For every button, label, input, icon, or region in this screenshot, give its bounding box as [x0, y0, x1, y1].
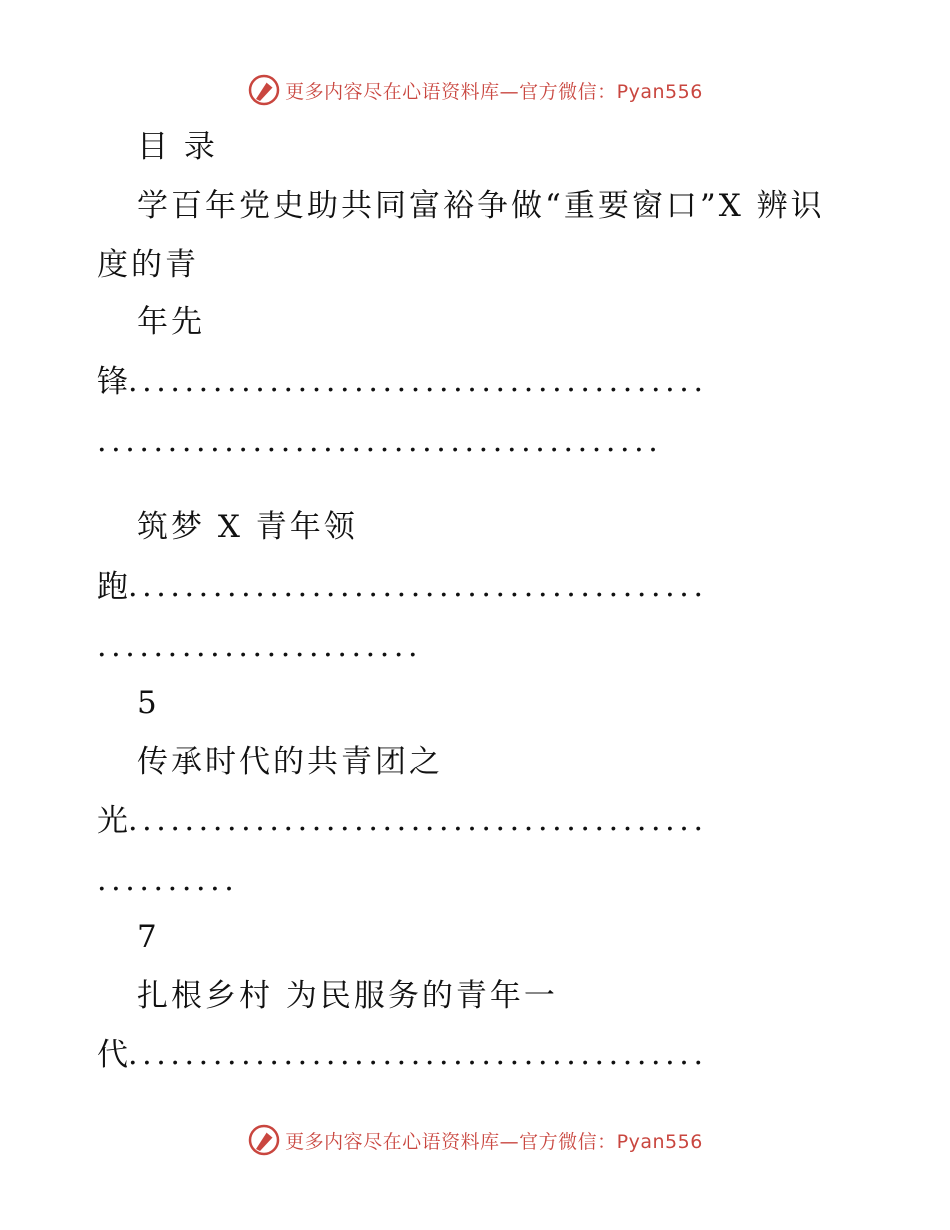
toc-entry-3-leader-dots-cont: ..........	[97, 863, 239, 898]
toc-entry-1-lead[interactable]: 锋	[97, 364, 131, 400]
footer-banner	[0, 1120, 950, 1160]
toc-entry-1-line2[interactable]: 度的青	[97, 247, 199, 283]
toc-entry-1-leader-dots-cont: ........................................	[97, 424, 663, 459]
toc-entry-2-lead[interactable]: 跑	[97, 569, 131, 605]
toc-entry-2-page-number: 5	[137, 685, 160, 721]
toc-entry-3-page-number: 7	[137, 919, 160, 955]
pen-nib-logo-icon	[247, 73, 281, 107]
toc-entry-1-line1[interactable]: 学百年党史助共同富裕争做“重要窗口”X 辨识	[137, 188, 825, 224]
toc-entry-3-leader-dots: .........................................	[128, 803, 708, 838]
toc-entry-1-leader-dots: .........................................	[128, 364, 708, 399]
toc-entry-4-leader-dots: .........................................	[128, 1037, 708, 1072]
toc-entry-1-line3[interactable]: 年先	[137, 304, 205, 340]
toc-entry-3-line1[interactable]: 传承时代的共青团之	[137, 744, 443, 780]
toc-entry-4-line1[interactable]: 扎根乡村 为民服务的青年一	[137, 978, 558, 1014]
toc-entry-4-lead[interactable]: 代	[97, 1037, 131, 1073]
toc-entry-2-leader-dots: .........................................	[128, 569, 708, 604]
header-banner	[0, 70, 950, 110]
toc-entry-2-line1[interactable]: 筑梦 X 青年领	[137, 509, 358, 545]
banner-text: 更多内容尽在心语资料库—官方微信：Pyan556	[285, 1130, 703, 1153]
pen-nib-logo-icon	[247, 1123, 281, 1157]
toc-entry-2-leader-dots-cont: .......................	[97, 629, 423, 664]
banner-text: 更多内容尽在心语资料库—官方微信：Pyan556	[285, 80, 703, 103]
toc-entry-3-lead[interactable]: 光	[97, 803, 131, 839]
toc-title: 目 录	[137, 129, 218, 165]
